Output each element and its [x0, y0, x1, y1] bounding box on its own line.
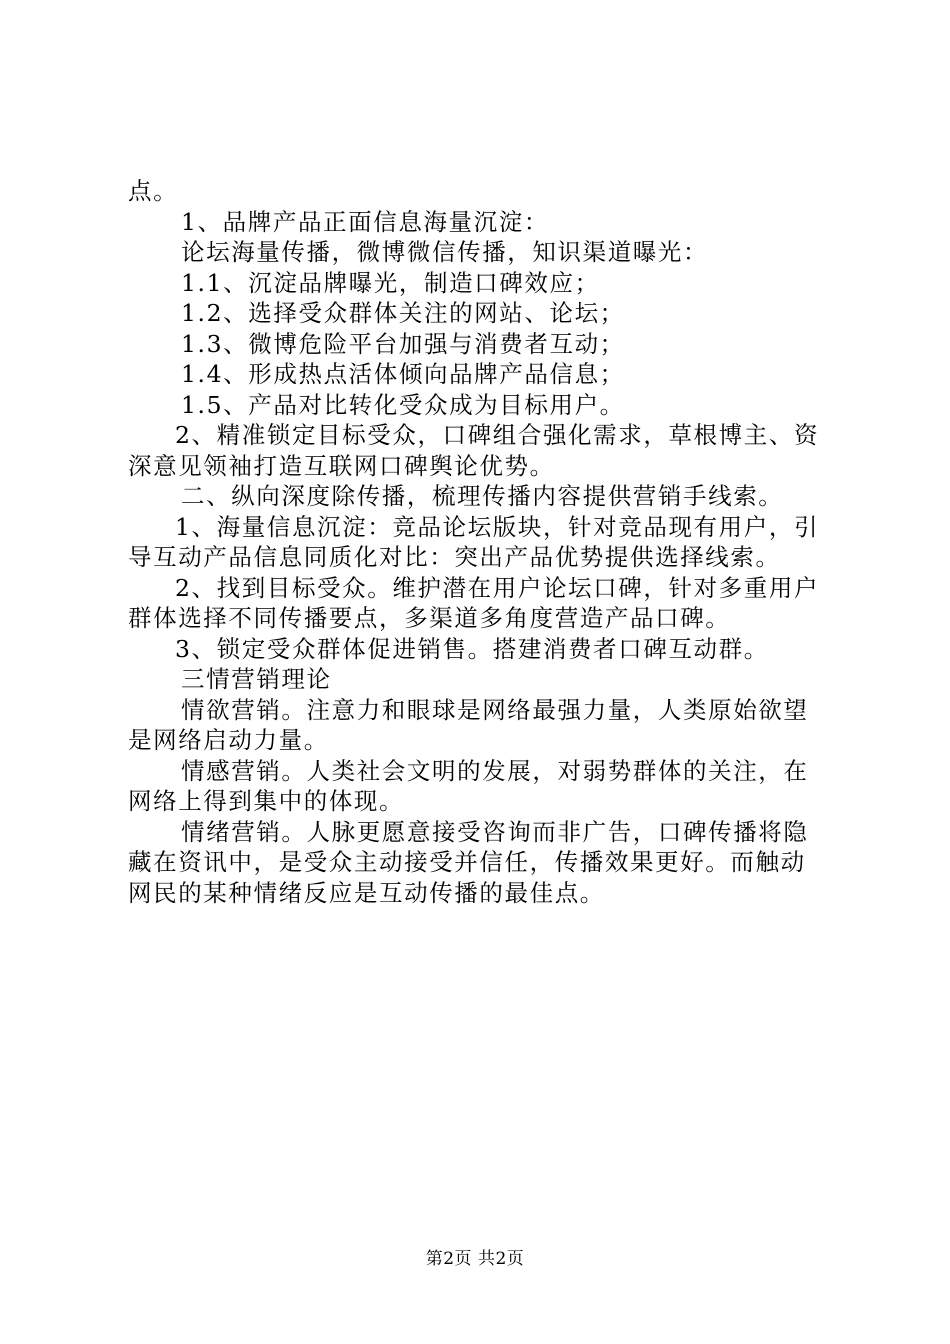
paragraph-item: 情感营销。人类社会文明的发展，对弱势群体的关注，在网络上得到集中的体现。: [128, 756, 809, 815]
document-body: [128, 176, 828, 908]
paragraph-item: 2、找到目标受众。维护潜在用户论坛口碑，针对多重用户群体选择不同传播要点，多渠道多角度营造产品口碑。: [128, 573, 820, 632]
paragraph-item: 情绪营销。人脉更愿意接受咨询而非广告，口碑传播将隐藏在资讯中，是受众主动接受并信任，传播效果更好。而触动网民的某种情绪反应是互动传播的最佳点。: [128, 817, 809, 907]
section-heading: 三情营销理论: [181, 665, 332, 693]
page-number-footer: 第2页 共2页: [425, 1249, 525, 1269]
paragraph-item: 1.1、沉淀品牌曝光，制造口碑效应；: [181, 268, 600, 297]
paragraph-item: 1.2、选择受众群体关注的网站、论坛；: [181, 299, 625, 327]
paragraph-item: 1.3、微博危险平台加强与消费者互动；: [181, 329, 625, 358]
paragraph-continuation: 点。: [128, 177, 179, 205]
section-heading: 二、纵向深度除传播，梳理传播内容提供营销手线索。: [181, 482, 784, 510]
paragraph-item: 论坛海量传播，微博微信传播，知识渠道曝光：: [181, 238, 709, 266]
paragraph-item: 3、锁定受众群体促进销售。搭建消费者口碑互动群。: [175, 634, 769, 663]
paragraph-item: 1、品牌产品正面信息海量沉淀：: [181, 207, 549, 236]
paragraph-item: 1、海量信息沉淀：竞品论坛版块，针对竞品现有用户，引导互动产品信息同质化对比：突出产品优势提供选择线索。: [128, 512, 820, 571]
paragraph-item: 1.4、形成热点活体倾向品牌产品信息；: [181, 360, 625, 388]
paragraph-item: 2、精准锁定目标受众，口碑组合强化需求，草根博主、资深意见领袖打造互联网口碑舆论优势。: [128, 421, 820, 480]
paragraph-item: 1.5、产品对比转化受众成为目标用户。: [181, 390, 625, 419]
paragraph-item: 情欲营销。注意力和眼球是网络最强力量，人类原始欲望是网络启动力量。: [128, 695, 809, 754]
